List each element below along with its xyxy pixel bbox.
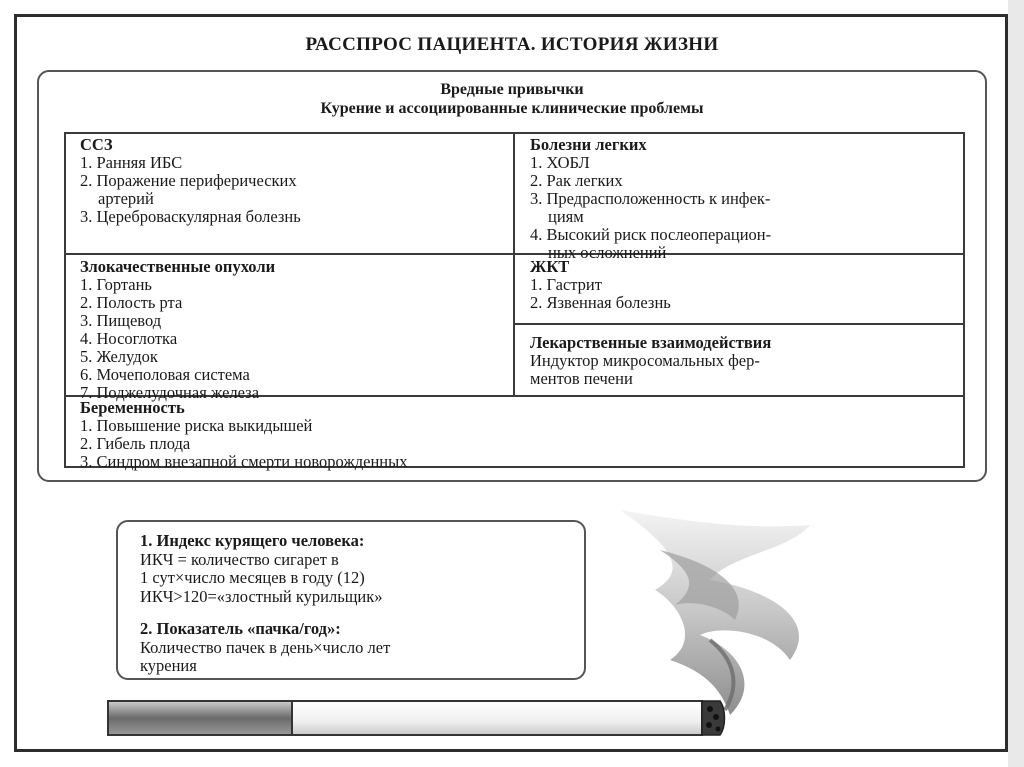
list-item: 6. Мочеполовая система (80, 365, 250, 384)
list-item: 2. Полость рта (80, 293, 183, 312)
cell-malignant-tumors (80, 258, 275, 402)
cell-title: ССЗ (80, 135, 113, 154)
cell-title: Лекарственные взаимодействия (530, 333, 772, 352)
table-row-divider (64, 253, 965, 255)
list-item: 1. Гастрит (530, 275, 602, 294)
list-item: 2. Рак легких (530, 171, 623, 190)
cell-drug-interactions (530, 334, 771, 388)
cell-gastrointestinal (530, 258, 671, 312)
habits-header (37, 80, 987, 118)
index-line: 1 сут×число месяцев в году (12) (140, 568, 365, 587)
list-item: ментов печени (530, 369, 633, 388)
table-row-divider (514, 323, 965, 325)
list-item: 3. Цереброваскулярная болезнь (80, 207, 301, 226)
cigarette-paper (292, 701, 702, 735)
cell-title: Злокачественные опухоли (80, 257, 276, 276)
list-item: циям (548, 207, 584, 226)
list-item: 4. Высокий риск послеоперацион- (530, 225, 772, 244)
cell-title: Болезни легких (530, 135, 647, 154)
cell-cardiovascular (80, 136, 301, 226)
list-item: 1. Гортань (80, 275, 152, 294)
list-item: 1. Ранняя ИБС (80, 153, 183, 172)
page-edge-shadow (1008, 0, 1024, 767)
list-item: 5. Желудок (80, 347, 158, 366)
section-subtitle: Курение и ассоциированные клинические проблемы (320, 100, 704, 117)
section-title: Вредные привычки (440, 81, 584, 98)
smoke-illustration (560, 510, 860, 720)
index-line: ИКЧ>120=«злостный курильщик» (140, 586, 383, 606)
list-item: 3. Синдром внезапной смерти новорожденных (80, 452, 408, 471)
list-item: 3. Пищевод (80, 311, 162, 330)
index-title: 1. Индекс курящего человека: (140, 531, 365, 550)
list-item: 1. ХОБЛ (530, 153, 590, 172)
list-item: 1. Повышение риска выкидышей (80, 416, 313, 435)
list-item: ных осложнений (548, 243, 667, 262)
list-item: 2. Поражение периферических (80, 171, 297, 190)
cell-title: Беременность (80, 398, 185, 417)
pack-year-title: 2. Показатель «пачка/год»: (140, 619, 341, 638)
cell-pregnancy (80, 399, 407, 471)
cigarette-illustration (106, 697, 746, 739)
cell-lung-diseases (530, 136, 771, 262)
smoker-index-text (140, 532, 390, 676)
list-item: Индуктор микросомальных фер- (530, 351, 760, 370)
list-item: 2. Гибель плода (80, 434, 191, 453)
cigarette-filter (108, 701, 292, 735)
list-item: артерий (98, 189, 154, 208)
list-item: 7. Поджелудочная железа (80, 383, 260, 402)
list-item: 4. Носоглотка (80, 329, 178, 348)
table-vertical-divider (513, 132, 515, 396)
list-item: 3. Предрасположенность к инфек- (530, 189, 771, 208)
index-line: ИКЧ = количество сигарет в (140, 549, 339, 569)
cell-title: ЖКТ (530, 257, 570, 276)
list-item: 2. Язвенная болезнь (530, 293, 671, 312)
pack-year-line: курения (140, 656, 197, 675)
page-title: РАССПРОС ПАЦИЕНТА. ИСТОРИЯ ЖИЗНИ (305, 34, 719, 55)
pack-year-line: Количество пачек в день×число лет (140, 637, 391, 657)
